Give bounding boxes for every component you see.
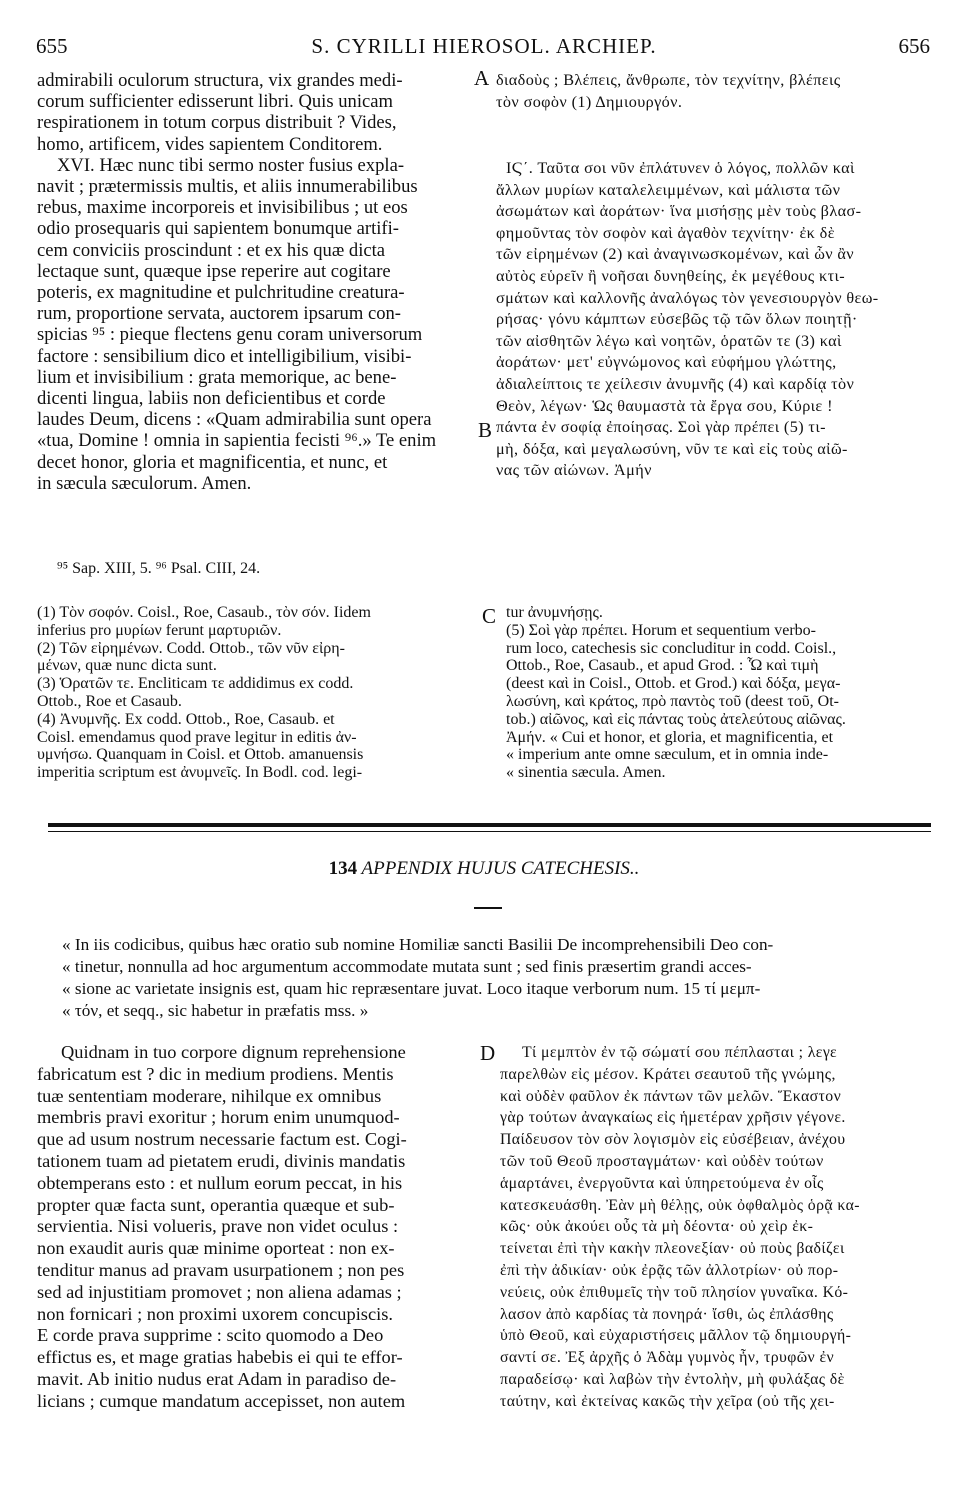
intro-line: « sione ac varietate insignis est, quam hic repræsentare juvat. Loco itaque verborum num. 15 τί μεμπ- (62, 979, 761, 998)
text-line: homo, artificem, vides sapientem Conditorem. (37, 133, 383, 155)
greek-column-upper-a (496, 70, 932, 113)
note-line: Coisl. emendamus quod prave legitur in editis ἀν- (37, 728, 357, 746)
text-line: φημοῦντας τὸν σοφὸν καὶ ἀγαθὸν τεχνίτην· ἐκ δὲ (496, 223, 835, 242)
text-line: obtemperans esto : et nullum eorum peccat, in his (37, 1172, 403, 1193)
text-line: ἐπὶ τὴν ἀδικίαν· οὐκ ἐρᾷς τῶν ἀλλοτρίων· οὐ πορ- (500, 1261, 839, 1279)
text-line: laudes Deum, dicens : «Quam admirabilia sunt opera (37, 409, 432, 431)
note-line: tur ἀνυμνήσῃς. (506, 604, 603, 621)
note-line: λωσύνη, καὶ κράτος, πρὸ παντὸς τοῦ (deest τοῦ, Ot- (506, 692, 839, 710)
text-line: propter quæ facta sunt, operantia quæque et sub- (37, 1194, 395, 1215)
text-line: ἄλλων μυρίων καταλελειμμένων, καὶ μάλιστα τῶν (496, 180, 841, 199)
text-line: respirationem in totum corpus distribuit ? Vides, (37, 112, 397, 134)
text-line: navit ; prætermissis multis, et aliis innumerabilibus (37, 176, 418, 198)
text-line: λασον ἀπὸ καρδίας τὰ πονηρά· ἴσθι, ὡς ἐπλάσθης (500, 1305, 834, 1323)
text-line: lectaque sunt, quæque ipse reperire aut cogitare (37, 260, 391, 282)
text-line: sed ad injustitiam promovet ; non aliena adamas ; (37, 1281, 402, 1302)
text-line: κῶς· οὐκ ἀκούει οὖς τὰ μὴ δέοντα· οὐ χεὶρ ἐκ- (500, 1218, 814, 1236)
text-line: dicenti lingua, labiis non deficientibus et corde (37, 388, 386, 410)
text-line: poteris, ex magnitudine et pulchritudine creatura- (37, 282, 405, 304)
text-line: Παίδευσον τὸν σὸν λογισμὸν εἰς εὐσέβειαν, ἀνέχου (500, 1131, 846, 1149)
text-line: Quidnam in tuo corpore dignum reprehensione (61, 1042, 406, 1062)
appendix-number: 134 (328, 858, 358, 879)
text-line: ὑπὸ Θεοῦ, καὶ εὐχαριστήσεις μᾶλλον τῷ δημιουργή- (500, 1327, 852, 1345)
note-line: μένων, quæ nunc dicta sunt. (37, 657, 217, 675)
text-line: XVI. Hæc nunc tibi sermo noster fusius expla- (57, 154, 405, 176)
note-line: (deest καὶ in Coisl., Ottob. et Grod.) καὶ δόξα, μεγα- (506, 675, 841, 693)
text-line: τῶν τοῦ Θεοῦ προσταγμάτων· καὶ οὐδὲν τούτων (500, 1152, 824, 1170)
text-line: σαντί σε. Ἐξ ἀρχῆς ὁ Ἀδὰμ γυμνὸς ἦν, τρυφῶν ἐν (500, 1349, 835, 1367)
text-line: Θεὸν, λέγων· Ὡς θαυμαστὰ τὰ ἔργα σου, Κύριε ! (496, 396, 833, 415)
text-line: rum, proportione servata, auctorem ipsarum con- (37, 303, 402, 325)
text-line: Τί μεμπτὸν ἐν τῷ σώματί σου πέπλασται ; λεγε (522, 1044, 837, 1061)
text-line: ἀδιαλείπτοις τε χείλεσιν ἀνυμνῆς (4) καὶ καρδίᾳ τὸν (496, 374, 855, 393)
text-line: in sæcula sæculorum. Amen. (37, 472, 252, 494)
note-line: tob.) αἰῶνος, καὶ εἰς πάντας τοὺς ἀτελεύτους αἰῶνας. (506, 710, 846, 728)
text-line: membris pravi exoritur ; horum enim unumquod- (37, 1107, 400, 1128)
note-line: imperitia scriptum est ἀνυμνεῖς. In Bodl. cod. legi- (37, 764, 363, 782)
appendix-heading (0, 858, 968, 880)
text-line: κατεσκευάσθη. Ἐὰν μὴ θέλῃς, οὐκ ὀφθαλμὸς ὁρᾷ κα- (500, 1196, 860, 1214)
text-line: ⁹⁵ Sap. XIII, 5. ⁹⁶ Psal. CIII, 24. (57, 560, 261, 577)
text-line: lium et invisibilium : grata memorique, ac bene- (37, 366, 397, 388)
text-line: ἀοράτων· μετ' εὐγνώμονος καὶ εὐφήμου γλώττης, (496, 353, 837, 372)
footnote-references (57, 560, 260, 578)
appendix-intro (62, 934, 934, 1022)
column-marker-a: A (474, 66, 490, 90)
text-line: διαδοὺς ; Βλέπεις, ἄνθρωπε, τὸν τεχνίτην, βλέπεις (496, 71, 841, 89)
text-line: spicias ⁹⁵ : pieque flectens genu coram universorum (37, 324, 423, 346)
note-line: « imperium ante omne sæculum, et in omnia inde- (506, 746, 829, 764)
text-line: non fornicari ; non proximi uxorem concupiscis. (37, 1303, 393, 1324)
text-line: τῶν αἰσθητῶν λέγω καὶ νοητῶν, ὁρατῶν τε (3) καὶ (496, 331, 842, 350)
running-title: S. CYRILLI HIEROSOL. ARCHIEP. (311, 34, 657, 58)
note-line: (4) Ἀνυμνῆς. Ex codd. Ottob., Roe, Casaub. et (37, 710, 335, 728)
intro-line: « In iis codicibus, quibus hæc oratio sub nomine Homiliæ sancti Basilii De incomprehensibili Deo con- (62, 935, 774, 954)
text-line: παρελθὼν εἰς μέσον. Κράτει σεαυτοῦ τῆς γνώμης, (500, 1065, 836, 1083)
notes-left-column (37, 604, 477, 782)
text-line: decet honor, gloria et magnificentia, et nunc, et (37, 451, 388, 473)
text-line: tenditur manus ad pravam usurpationem ; non pes (37, 1259, 405, 1280)
text-line: licians ; cumque mandatum accepisset, non autem (37, 1390, 406, 1411)
appendix-title: APPENDIX HUJUS CATECHESIS.. (361, 858, 640, 879)
text-line: tationem tuam ad pietatem erudi, divinis mandatis (37, 1150, 406, 1171)
text-line: ΙϚ΄. Ταῦτα σοι νῦν ἐπλάτυνεν ὁ λόγος, πολλῶν καὶ (506, 159, 855, 177)
text-line: effictus es, et mage gratias habebis ei qui te effor- (37, 1347, 403, 1368)
note-line: « sinentia sæcula. Amen. (506, 764, 666, 782)
text-line: παραδείσῳ· καὶ λαβὼν τὴν ἐντολὴν, μὴ φυλάξας δὲ (500, 1370, 845, 1388)
latin-column-upper (37, 70, 477, 494)
text-line: αὐτὸς εὑρεῖν ἢ νοῆσαι δυνηθείης, ἐκ μεγέθους κτι- (496, 266, 846, 285)
latin-column-lower (37, 1042, 477, 1413)
text-line: factore : sensibilium dico et intelligibilium, visibi- (37, 345, 412, 367)
page-number-left: 655 (36, 34, 68, 58)
note-line: (3) Ὁρατῶν τε. Encliticam τε addidimus ex codd. (37, 675, 354, 693)
note-line: Ἀμήν. « Cui et honor, et gloria, et magnificentia, et (506, 728, 834, 746)
running-header (0, 34, 968, 58)
note-line: Ottob., Roe et Casaub. (37, 692, 182, 710)
text-line: γὰρ τούτων ἀναγκαίως εἰς ἡμετέραν χρῆσιν γέγονε. (500, 1109, 846, 1127)
note-line: Ottob., Roe, Casaub., et apud Grod. : Ὧ καὶ τιμὴ (506, 657, 819, 675)
text-line: τὸν σοφὸν (1) Δημιουργόν. (496, 92, 683, 111)
page-number-right: 656 (898, 34, 930, 58)
note-line: rum loco, catechesis sic concluditur in codd. Coisl., (506, 639, 837, 657)
text-line: admirabili oculorum structura, vix grandes medi- (37, 70, 403, 91)
text-line: ἁμαρτάνει, ἐνεργοῦντα καὶ ὑπηρετούμενα ἐν οἷς (500, 1174, 824, 1192)
text-line: cem conviciis proscindunt : et ex his quæ dicta (37, 239, 386, 261)
greek-column-lower (500, 1042, 936, 1413)
note-line: inferius pro μυρίων ferunt μαρτυριῶν. (37, 621, 282, 639)
note-line: (1) Τὸν σοφόν. Coisl., Roe, Casaub., τὸν σόν. Iidem (37, 604, 371, 621)
note-line: (2) Τῶν εἰρημένων. Codd. Ottob., τῶν νῦν εἰρη- (37, 639, 345, 657)
text-line: fabricatum est ? dic in medium prodiens. Mentis (37, 1063, 394, 1084)
text-line: non exaudit auris quæ minime oporteat : non ex- (37, 1238, 395, 1259)
note-line: υμνήσω. Quanquam in Coisl. et Ottob. amanuensis (37, 746, 364, 764)
text-line: mavit. Ab initio nudus erat Adam in paradiso de- (37, 1368, 397, 1389)
text-line: corum sufficienter edisserunt libri. Quis unicam (37, 91, 393, 113)
note-line: (5) Σοὶ γὰρ πρέπει. Horum et sequentium verbo- (506, 621, 816, 639)
text-line: que ad usum nostrum necessarie factum est. Cogi- (37, 1129, 407, 1150)
text-line: μὴ, δόξα, καὶ μεγαλωσύνη, νῦν τε καὶ εἰς τοὺς αἰῶ- (496, 439, 848, 458)
greek-column-upper-b (496, 158, 932, 482)
text-line: τῶν εἰρημένων (2) καὶ ἀναγινωσκομένων, καὶ ὧν ἂν (496, 245, 855, 264)
intro-line: « tinetur, nonnulla ad hoc argumentum accommodate mutata sunt ; sed finis præsertim grandi acces- (62, 957, 752, 976)
column-marker-b: B (478, 418, 493, 442)
text-line: servientia. Nisi volueris, prave non videt oculus : (37, 1216, 399, 1237)
text-line: E corde prava supprime : scito quomodo a Deo (37, 1325, 384, 1346)
text-line: ταύτην, καὶ ἐκτείνας κακῶς τὴν χεῖρα (οὐ τῆς χει- (500, 1392, 835, 1410)
text-line: rebus, maxime incorporeis et invisibilibus ; ut eos (37, 197, 408, 219)
notes-right-column (506, 604, 938, 782)
text-line: νεύεις, οὐκ ἐπιθυμεῖς τὴν τοῦ πλησίον γυναῖκα. Κό- (500, 1283, 849, 1301)
text-line: καὶ οὐδὲν φαῦλον ἐκ πάντων τῶν μελῶν. Ἕκαστον (500, 1087, 842, 1105)
heading-dash (474, 907, 502, 909)
text-line: νας τῶν αἰώνων. Ἀμήν (496, 461, 652, 480)
text-line: πάντα ἐν σοφίᾳ ἐποίησας. Σοὶ γὰρ πρέπει (5) τι- (496, 418, 826, 437)
text-line: ἀσωμάτων καὶ ἀοράτων· ἵνα μισήσῃς μὲν τοὺς βλασ- (496, 202, 862, 221)
text-line: odio prosequaris qui sapientem bonumque artifi- (37, 218, 399, 240)
text-line: ρήσας· γόνυ κάμπτων εὐσεβῶς τῷ τῶν ὅλων ποιητῇ· (496, 310, 858, 329)
divider-rule-thick (48, 823, 931, 827)
text-line: σμάτων καὶ καλλονῆς ἀναλόγως τὸν γενεσιουργὸν θεω- (496, 288, 879, 307)
column-marker-d: D (480, 1041, 496, 1065)
text-line: «tua, Domine ! omnia in sapientia fecisti ⁹⁶.» Te enim (37, 430, 437, 452)
text-line: tuæ sententiam moderare, nihilque ex omnibus (37, 1085, 382, 1106)
intro-line: « τόν, et seqq., sic habetur in præfatis mss. » (62, 1001, 369, 1020)
text-line: τείνεται ἐπὶ τὴν κακὴν πλεονεξίαν· οὐ ποὺς βαδίζει (500, 1240, 845, 1258)
column-marker-c: C (482, 604, 497, 628)
divider-rule-thin (48, 831, 931, 832)
